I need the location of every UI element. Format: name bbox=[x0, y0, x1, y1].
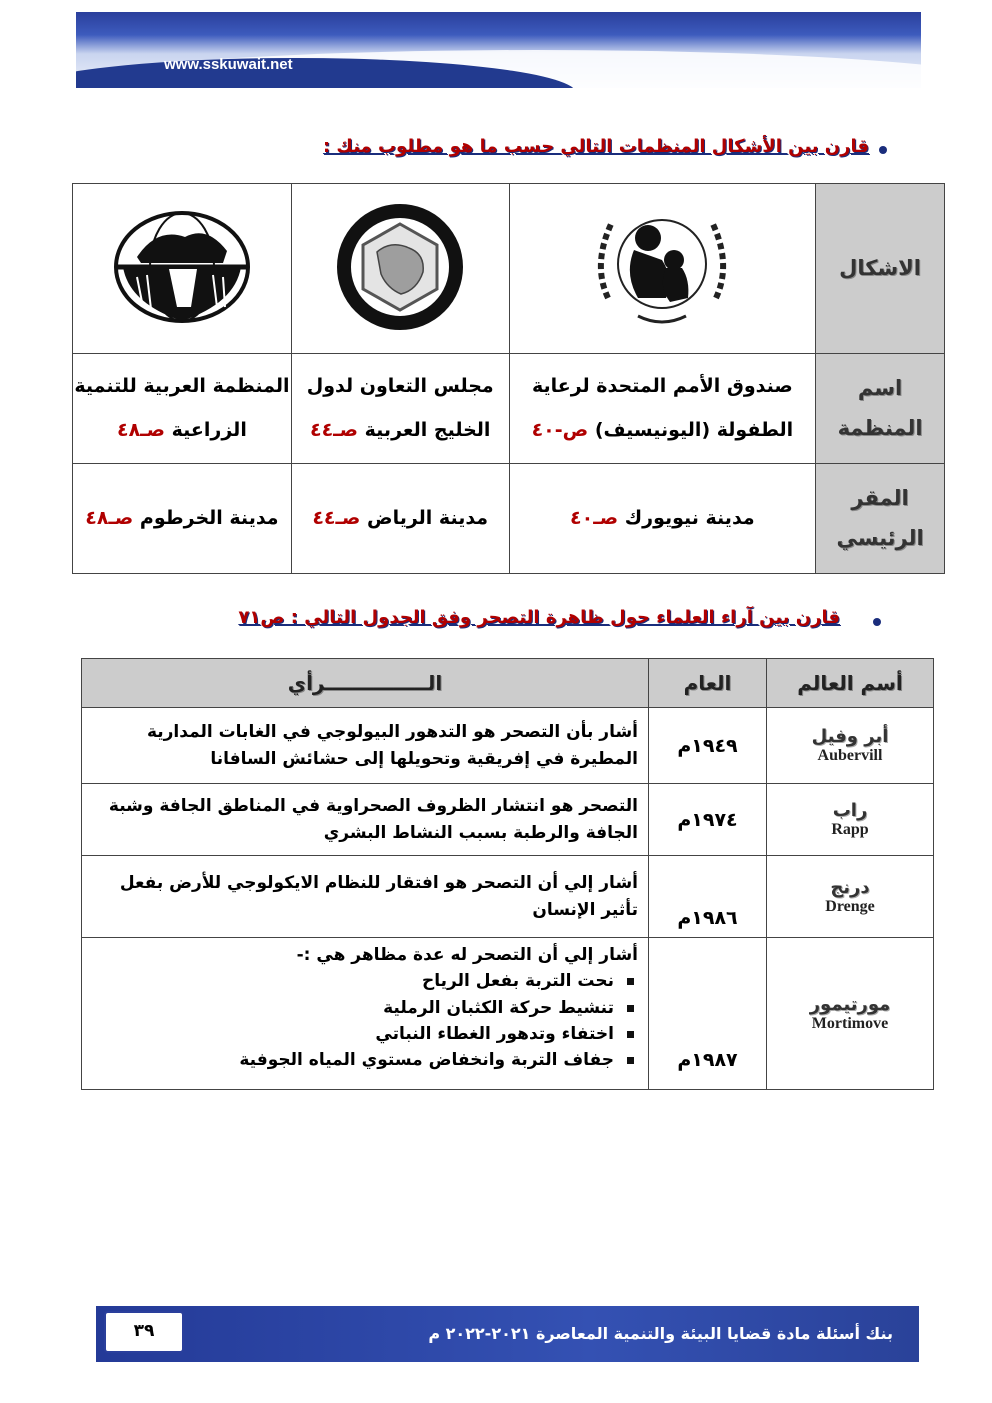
year-cell: ١٩٧٤م bbox=[649, 784, 767, 856]
aoad-emblem-icon bbox=[107, 207, 257, 331]
org-name-line1: المنظمة العربية للتنمية bbox=[74, 374, 290, 397]
page-ref: صـ٤٨ bbox=[85, 506, 134, 529]
org-name-gcc bbox=[291, 354, 509, 464]
gcc-emblem-icon bbox=[325, 202, 475, 336]
list-item: اختفاء وتدهور الغطاء النباتي bbox=[92, 1021, 620, 1047]
footer-banner bbox=[96, 1306, 919, 1362]
page-ref: صـ٤٠ bbox=[570, 506, 619, 529]
page-ref: صـ٤٨ bbox=[116, 418, 166, 441]
site-url[interactable]: www.sskuwait.net bbox=[164, 56, 293, 73]
col-header-year: العام bbox=[649, 659, 767, 708]
scientist-cell bbox=[767, 784, 934, 856]
scientist-name-en: Rapp bbox=[831, 821, 869, 838]
footer-caption: بنك أسئلة مادة قضايا البيئة والتنمية المعاصرة ٢٠٢١-٢٠٢٢ م bbox=[428, 1324, 893, 1343]
hq-text: مدينة الرياض bbox=[367, 506, 489, 529]
opinion-cell: التصحر هو انتشار الظروف الصحراوية في المناطق الجافة وشبة الجافة والرطبة بسبب النشاط البشري bbox=[82, 784, 649, 856]
hq-unicef bbox=[509, 464, 816, 574]
scientist-name-ar: مورتيمور bbox=[809, 994, 891, 1015]
scientists-table bbox=[81, 658, 934, 1090]
logo-cell-gcc bbox=[291, 184, 509, 354]
unicef-emblem-icon bbox=[578, 198, 746, 340]
org-name-text: الزراعية bbox=[171, 418, 247, 441]
row-label-name: اسم المنظمة bbox=[816, 354, 945, 464]
hq-gcc bbox=[291, 464, 509, 574]
row-label-hq: المقر الرئيسي bbox=[816, 464, 945, 574]
year-cell: ١٩٤٩م bbox=[649, 708, 767, 784]
bullet-icon bbox=[879, 146, 887, 154]
page-ref: صـ٤٤ bbox=[309, 418, 359, 441]
org-name-text: الخليج العربية bbox=[364, 418, 491, 441]
logo-cell-aoad bbox=[73, 184, 292, 354]
scientist-name-ar: راب bbox=[832, 800, 868, 821]
logo-cell-unicef bbox=[509, 184, 816, 354]
year-cell: ١٩٨٦م bbox=[649, 856, 767, 938]
scientist-cell bbox=[767, 708, 934, 784]
org-name-unicef bbox=[509, 354, 816, 464]
org-name-line2 bbox=[73, 409, 291, 453]
page-number: ٣٩ bbox=[104, 1311, 184, 1353]
row-label-shapes: الاشكال bbox=[816, 184, 945, 354]
org-name-text: الطفولة (اليونيسيف) bbox=[594, 418, 794, 441]
scientist-name-en: Mortimove bbox=[811, 1015, 889, 1032]
scientist-cell bbox=[767, 856, 934, 938]
table-row bbox=[82, 708, 934, 784]
scientist-name-ar: أبر وفيل bbox=[811, 726, 889, 747]
org-name-line2 bbox=[292, 409, 509, 453]
question2-title: قارن بين آراء العلماء حول ظاهرة التصحر وفق الجدول التالي : ص٧١ bbox=[238, 607, 840, 628]
table-row bbox=[82, 938, 934, 1090]
scientist-name-en: Aubervill bbox=[817, 747, 883, 764]
hq-aoad bbox=[73, 464, 292, 574]
list-item: تنشيط حركة الكثبان الرملية bbox=[92, 995, 620, 1021]
header-banner bbox=[76, 12, 921, 88]
bullet-icon bbox=[873, 618, 881, 626]
org-name-line1: صندوق الأمم المتحدة لرعاية bbox=[531, 374, 793, 397]
page-ref: ص-٤٠ bbox=[531, 418, 589, 441]
page-ref: صـ٤٤ bbox=[312, 506, 361, 529]
opinion-cell: أشار إلي أن التصحر هو افتقار للنظام الايكولوجي للأرض بفعل تأثير الإنسان bbox=[82, 856, 649, 938]
org-name-line1: مجلس التعاون لدول bbox=[306, 374, 494, 397]
col-header-opinion: الـــــــــــــــرأي bbox=[82, 659, 649, 708]
scientist-cell bbox=[767, 938, 934, 1090]
year-cell: ١٩٨٧م bbox=[649, 938, 767, 1090]
table-row bbox=[82, 784, 934, 856]
col-header-scientist: أسم العالم bbox=[767, 659, 934, 708]
opinion-text: أشار إلي أن التصحر له عدة مظاهر هي :- bbox=[296, 945, 638, 965]
scientist-name-ar: درنج bbox=[830, 877, 870, 898]
opinion-cell bbox=[82, 938, 649, 1090]
list-item: نحت التربة بفعل الرياح bbox=[92, 968, 620, 994]
org-name-aoad bbox=[73, 354, 292, 464]
scientist-name-en: Drenge bbox=[825, 898, 875, 915]
org-name-line2 bbox=[510, 409, 816, 453]
question1-title: قارن بين الأشكال المنظمات التالي حسب ما هو مطلوب منك : bbox=[322, 136, 869, 157]
hq-text: مدينة نيويورك bbox=[624, 506, 755, 529]
hq-text: مدينة الخرطوم bbox=[139, 506, 279, 529]
opinion-cell: أشار بأن التصحر هو التدهور البيولوجي في الغابات المدارية المطيرة في إفريقية وتحويلها إلى حشائش السافانا bbox=[82, 708, 649, 784]
aspects-list bbox=[92, 968, 638, 1073]
organizations-table bbox=[72, 183, 945, 574]
list-item: جفاف التربة وانخفاض مستوي المياه الجوفية bbox=[92, 1047, 620, 1073]
table-row bbox=[82, 856, 934, 938]
